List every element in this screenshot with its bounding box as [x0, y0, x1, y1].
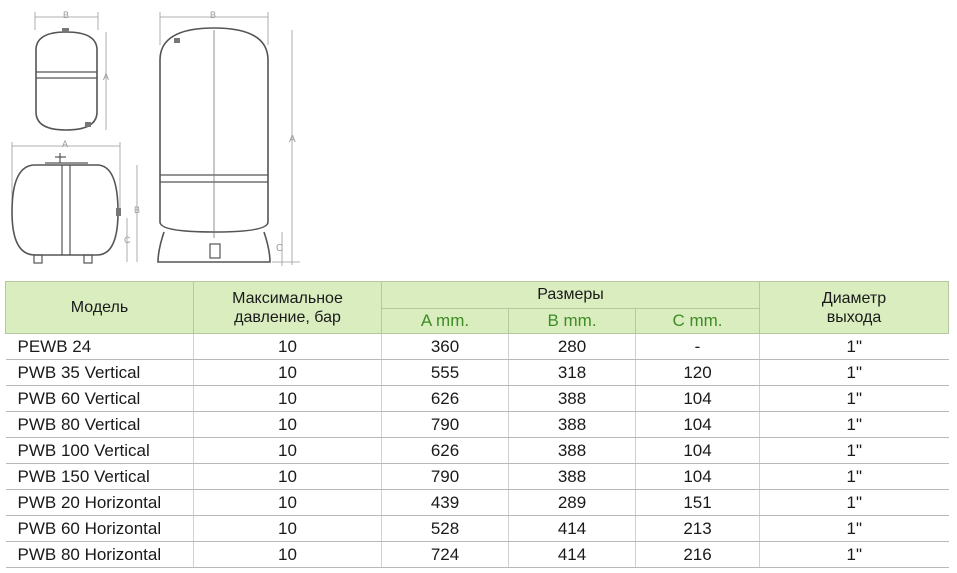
cell-c: 216 — [636, 542, 760, 568]
cell-model: PWB 80 Vertical — [6, 412, 194, 438]
cell-c: 104 — [636, 386, 760, 412]
cell-pressure: 10 — [194, 542, 382, 568]
table-row — [6, 464, 949, 490]
tank-drawings-svg — [0, 0, 330, 278]
cell-model: PWB 150 Vertical — [6, 464, 194, 490]
cell-a: 528 — [382, 516, 509, 542]
cell-b: 388 — [509, 386, 636, 412]
header-b-mm: B mm. — [509, 309, 636, 334]
cell-b: 280 — [509, 334, 636, 360]
cell-model: PWB 20 Horizontal — [6, 490, 194, 516]
table-row — [6, 334, 949, 360]
tank-drawings — [0, 0, 330, 278]
cell-pressure: 10 — [194, 490, 382, 516]
cell-a: 360 — [382, 334, 509, 360]
cell-diameter: 1" — [760, 516, 949, 542]
cell-diameter: 1" — [760, 412, 949, 438]
cell-c: 104 — [636, 438, 760, 464]
table-row — [6, 542, 949, 568]
header-pressure — [194, 282, 382, 334]
cell-model: PWB 60 Horizontal — [6, 516, 194, 542]
cell-pressure: 10 — [194, 386, 382, 412]
cell-pressure: 10 — [194, 360, 382, 386]
cell-b: 414 — [509, 542, 636, 568]
tall-tank-a-label: A — [289, 134, 296, 145]
header-diameter-line1: Диаметр — [821, 289, 887, 307]
horizontal-tank-b-label: B — [134, 205, 141, 215]
cell-a: 439 — [382, 490, 509, 516]
cell-c: 213 — [636, 516, 760, 542]
cell-diameter: 1" — [760, 542, 949, 568]
cell-c: 104 — [636, 464, 760, 490]
cell-c: 120 — [636, 360, 760, 386]
cell-diameter: 1" — [760, 386, 949, 412]
cell-a: 790 — [382, 412, 509, 438]
small-tank-drawing — [35, 10, 109, 130]
table-row — [6, 438, 949, 464]
tall-tank-b-label: B — [210, 10, 217, 20]
cell-c: - — [636, 334, 760, 360]
horizontal-tank-drawing — [12, 139, 140, 263]
cell-pressure: 10 — [194, 438, 382, 464]
cell-b: 388 — [509, 438, 636, 464]
cell-diameter: 1" — [760, 490, 949, 516]
cell-model: PWB 35 Vertical — [6, 360, 194, 386]
table-header-row — [6, 282, 949, 309]
header-model: Модель — [6, 282, 194, 334]
horizontal-tank-c-label: C — [124, 235, 131, 245]
cell-b: 318 — [509, 360, 636, 386]
cell-pressure: 10 — [194, 334, 382, 360]
cell-model: PWB 60 Vertical — [6, 386, 194, 412]
horizontal-tank-a-label: A — [62, 139, 69, 149]
table-row — [6, 490, 949, 516]
cell-diameter: 1" — [760, 334, 949, 360]
cell-diameter: 1" — [760, 360, 949, 386]
cell-a: 626 — [382, 438, 509, 464]
header-sizes: Размеры — [382, 282, 760, 309]
tall-tank-c-label: C — [276, 243, 284, 254]
cell-pressure: 10 — [194, 516, 382, 542]
cell-pressure: 10 — [194, 464, 382, 490]
cell-b: 289 — [509, 490, 636, 516]
cell-a: 555 — [382, 360, 509, 386]
cell-b: 414 — [509, 516, 636, 542]
table-row — [6, 412, 949, 438]
header-a-mm: A mm. — [382, 309, 509, 334]
cell-b: 388 — [509, 412, 636, 438]
cell-diameter: 1" — [760, 438, 949, 464]
table-row — [6, 386, 949, 412]
cell-model: PWB 100 Vertical — [6, 438, 194, 464]
cell-diameter: 1" — [760, 464, 949, 490]
small-tank-b-label: B — [63, 10, 70, 20]
small-tank-a-label: A — [103, 72, 110, 82]
cell-b: 388 — [509, 464, 636, 490]
cell-model: PWB 80 Horizontal — [6, 542, 194, 568]
header-diameter-line2: выхода — [826, 308, 882, 326]
cell-pressure: 10 — [194, 412, 382, 438]
header-c-mm: C mm. — [636, 309, 760, 334]
cell-a: 724 — [382, 542, 509, 568]
header-pressure-line2: давление, бар — [234, 308, 341, 326]
spec-table — [5, 281, 949, 568]
table-row — [6, 516, 949, 542]
table-body — [6, 334, 949, 568]
cell-model: PEWB 24 — [6, 334, 194, 360]
cell-c: 104 — [636, 412, 760, 438]
cell-a: 790 — [382, 464, 509, 490]
cell-c: 151 — [636, 490, 760, 516]
header-pressure-line1: Максимальное — [232, 289, 343, 307]
tall-tank-drawing — [158, 10, 300, 266]
header-diameter — [760, 282, 949, 334]
table-row — [6, 360, 949, 386]
cell-a: 626 — [382, 386, 509, 412]
